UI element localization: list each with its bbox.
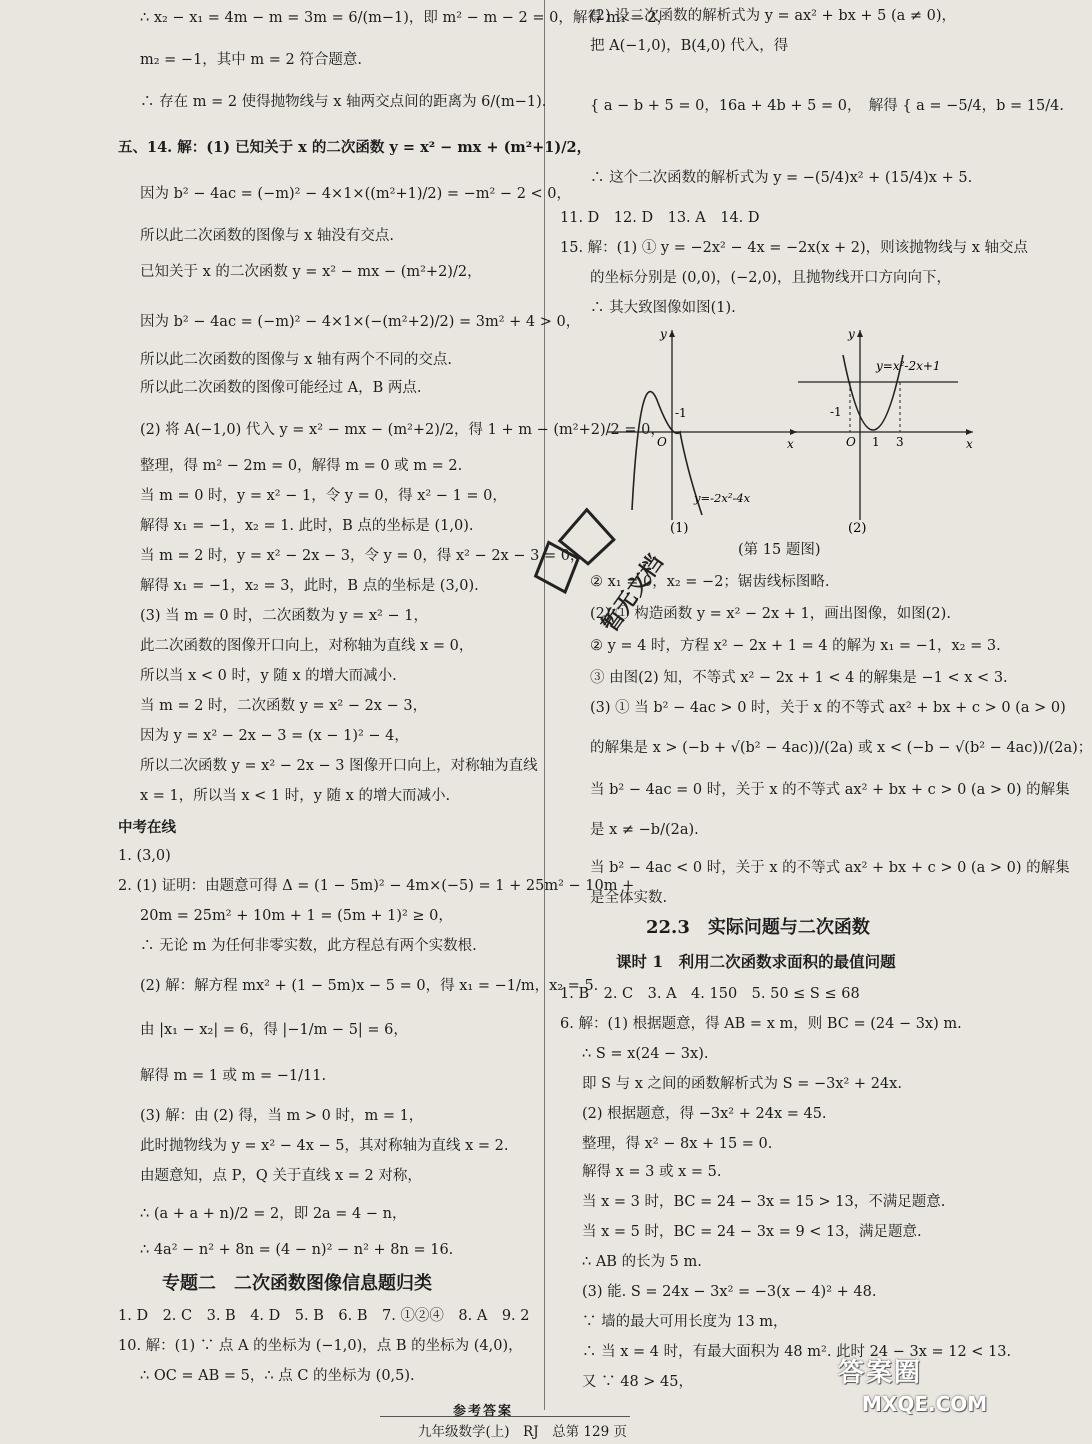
text-line: 所以二次函数 y = x² − 2x − 3 图像开口向上，对称轴为直线 xyxy=(140,758,538,774)
text-line: ∴ x₂ − x₁ = 4m − m = 3m = 6/(m−1)，即 m² − m − 2 = 0，解得 m₁ = 2， xyxy=(140,10,672,26)
text-line: 1. B 2. C 3. A 4. 150 5. 50 ≤ S ≤ 68 xyxy=(560,986,860,1002)
text-line: 的解集是 x > (−b + √(b² − 4ac))/(2a) 或 x < (−b − √(b² − 4ac))/(2a)； xyxy=(590,740,1092,756)
tick-label-minus-1: -1 xyxy=(830,405,842,419)
text-line: (3) 解：由 (2) 得，当 m > 0 时，m = 1， xyxy=(140,1108,424,1124)
text-line: ∴ 当 x = 4 时，有最大面积为 48 m². 此时 24 − 3x = 12 < 13. xyxy=(582,1344,1012,1360)
y-axis-label: y xyxy=(848,327,855,341)
x-axis-label: x xyxy=(787,437,794,451)
x-axis-label: x xyxy=(966,437,973,451)
text-line: ∴ S = x(24 − 3x). xyxy=(582,1046,709,1062)
question-14: 五、14. 解：(1) 已知关于 x 的二次函数 y = x² − mx + (m²+1)/2， xyxy=(118,139,592,156)
text-line: ∵ 墙的最大可用长度为 13 m， xyxy=(582,1314,788,1330)
text-line: x = 1，所以当 x < 1 时，y 随 x 的增大而减小. xyxy=(140,788,451,804)
text-line: 解得 x₁ = −1，x₂ = 1. 此时，B 点的坐标是 (1,0). xyxy=(140,518,474,534)
text-line: 当 x = 3 时，BC = 24 − 3x = 15 > 13，不满足题意. xyxy=(582,1194,946,1210)
text-line: 解得 m = 1 或 m = −1/11. xyxy=(140,1068,327,1084)
text-line: 2. (1) 证明：由题意可得 Δ = (1 − 5m)² − 4m×(−5) = 1 + 25m² − 10m + xyxy=(118,878,635,894)
section-title-22-3: 22.3 实际问题与二次函数 xyxy=(646,917,870,938)
text-line: { a − b + 5 = 0，16a + 4b + 5 = 0， 解得 { a = −5/4，b = 15/4. xyxy=(590,98,1064,114)
text-line: 又 ∵ 48 > 45， xyxy=(582,1374,693,1390)
graph-caption: (1) xyxy=(670,521,689,536)
tick-label-1: 1 xyxy=(872,435,880,449)
figure-caption: (第 15 题图) xyxy=(738,542,821,558)
text-line: ∴ 其大致图像如图(1). xyxy=(590,300,736,316)
stamp-logo xyxy=(510,480,680,650)
text-line: 因为 b² − 4ac = (−m)² − 4×1×((m²+1)/2) = −m² − 2 < 0， xyxy=(140,186,572,202)
text-line: 即 S 与 x 之间的函数解析式为 S = −3x² + 24x. xyxy=(582,1076,902,1092)
graph-caption: (2) xyxy=(848,521,867,536)
text-line: 当 b² − 4ac = 0 时，关于 x 的不等式 ax² + bx + c > 0 (a > 0) 的解集 xyxy=(590,782,1070,798)
stamp-shape xyxy=(524,534,590,601)
text-line: 此时抛物线为 y = x² − 4x − 5，其对称轴为直线 x = 2. xyxy=(140,1138,509,1154)
text-line: 是 x ≠ −b/(2a). xyxy=(590,822,699,838)
text-line: ③ 由图(2) 知，不等式 x² − 2x + 1 < 4 的解集是 −1 < x < 3. xyxy=(590,670,1008,686)
text-line: ② x₁ = 0，x₂ = −2；锯齿线标图略. xyxy=(590,574,830,590)
text-line: 20m = 25m² + 10m + 1 = (5m + 1)² ≥ 0， xyxy=(140,908,453,924)
origin-label: O xyxy=(657,435,667,449)
text-line: ∴ 这个二次函数的解析式为 y = −(5/4)x² + (15/4)x + 5. xyxy=(590,170,973,186)
text-line: 当 x = 5 时，BC = 24 − 3x = 9 < 13，满足题意. xyxy=(582,1224,922,1240)
x-axis-arrow xyxy=(966,429,973,435)
text-line: (2) ① 构造函数 y = x² − 2x + 1，画出图像，如图(2). xyxy=(590,606,951,622)
text-line: (2) 将 A(−1,0) 代入 y = x² − mx − (m²+2)/2，得 1 + m − (m²+2)/2 = 0， xyxy=(140,422,665,438)
text-line: ∴ 无论 m 为任何非零实数，此方程总有两个实数根. xyxy=(140,938,477,954)
text-line: 的坐标分别是 (0,0)，(−2,0)，且抛物线开口方向向下， xyxy=(590,270,952,286)
text-line: 因为 b² − 4ac = (−m)² − 4×1×(−(m²+2)/2) = 3m² + 4 > 0， xyxy=(140,314,581,330)
y-axis-arrow xyxy=(857,330,863,337)
section-title-zhuanti2: 专题二 二次函数图像信息题归类 xyxy=(162,1273,432,1294)
origin-label: O xyxy=(846,435,856,449)
text-line: 1. (3,0) xyxy=(118,848,171,864)
text-line: 所以此二次函数的图像可能经过 A，B 两点. xyxy=(140,380,422,396)
text-line: m₂ = −1，其中 m = 2 符合题意. xyxy=(140,52,362,68)
text-line: 10. 解：(1) ∵ 点 A 的坐标为 (−1,0)，点 B 的坐标为 (4,0)， xyxy=(118,1338,523,1354)
text-line: 整理，得 m² − 2m = 0，解得 m = 0 或 m = 2. xyxy=(140,458,463,474)
column-divider xyxy=(544,0,545,1410)
text-line: 当 m = 2 时，二次函数 y = x² − 2x − 3， xyxy=(140,698,428,714)
text-line: 所以此二次函数的图像与 x 轴有两个不同的交点. xyxy=(140,352,453,368)
text-line: (3) 能. S = 24x − 3x² = −3(x − 4)² + 48. xyxy=(582,1284,877,1300)
text-line: 1. D 2. C 3. B 4. D 5. B 6. B 7. ①②④ 8. A 9. 2 xyxy=(118,1308,530,1324)
watermark-logo: 答案圈 xyxy=(838,1358,923,1388)
text-line: ∴ OC = AB = 5，∴ 点 C 的坐标为 (0,5). xyxy=(140,1368,415,1384)
text-line: 当 b² − 4ac < 0 时，关于 x 的不等式 ax² + bx + c > 0 (a > 0) 的解集 xyxy=(590,860,1070,876)
text-line: 是全体实数. xyxy=(590,890,668,906)
curve-label: y=-2x²-4x xyxy=(694,491,751,505)
text-line: 当 m = 2 时，y = x² − 2x − 3，令 y = 0，得 x² − 2x − 3 = 0， xyxy=(140,548,585,564)
text-line: (2) 根据题意，得 −3x² + 24x = 45. xyxy=(582,1106,827,1122)
text-line: 当 m = 0 时，y = x² − 1，令 y = 0，得 x² − 1 = 0， xyxy=(140,488,507,504)
tick-label-3: 3 xyxy=(896,435,904,449)
text-line: (2) 解：解方程 mx² + (1 − 5m)x − 5 = 0，得 x₁ = −1/m，x₂ = 5. xyxy=(140,978,599,994)
text-line: ∴ (a + a + n)/2 = 2，即 2a = 4 − n， xyxy=(140,1206,407,1222)
text-line: ∴ 4a² − n² + 8n = (4 − n)² − n² + 8n = 16. xyxy=(140,1242,454,1258)
graph-2 xyxy=(788,320,978,535)
text-line: ∴ AB 的长为 5 m. xyxy=(582,1254,702,1270)
tick-label: -1 xyxy=(675,406,687,420)
lesson-title: 课时 1 利用二次函数求面积的最值问题 xyxy=(616,952,896,971)
text-line: 11. D 12. D 13. A 14. D xyxy=(560,210,760,226)
text-line: 6. 解：(1) 根据题意，得 AB = x m，则 BC = (24 − 3x) m. xyxy=(560,1016,962,1032)
text-line: 此二次函数的图像开口向上，对称轴为直线 x = 0， xyxy=(140,638,474,654)
text-line: (3) 当 m = 0 时，二次函数为 y = x² − 1， xyxy=(140,608,428,624)
text-line: (3) ① 当 b² − 4ac > 0 时，关于 x 的不等式 ax² + bx + c > 0 (a > 0) xyxy=(590,700,1066,716)
text-line: 把 A(−1,0)，B(4,0) 代入，得 xyxy=(590,38,789,54)
text-line: 解得 x₁ = −1，x₂ = 3，此时，B 点的坐标是 (3,0). xyxy=(140,578,479,594)
y-axis-label: y xyxy=(660,327,667,341)
text-line: ② y = 4 时，方程 x² − 2x + 1 = 4 的解为 x₁ = −1，x₂ = 3. xyxy=(590,638,1001,654)
text-line: 解得 x = 3 或 x = 5. xyxy=(582,1164,722,1180)
stamp-text: 暂无文档 xyxy=(597,550,669,638)
text-line: 15. 解：(1) ① y = −2x² − 4x = −2x(x + 2)，则该抛物线与 x 轴交点 xyxy=(560,240,1029,256)
section-zhongkao: 中考在线 xyxy=(118,819,176,836)
text-line: 整理，得 x² − 8x + 15 = 0. xyxy=(582,1136,773,1152)
text-line: 所以此二次函数的图像与 x 轴没有交点. xyxy=(140,228,395,244)
text-line: 由题意知，点 P，Q 关于直线 x = 2 对称， xyxy=(140,1168,422,1184)
text-line: 由 |x₁ − x₂| = 6，得 |−1/m − 5| = 6， xyxy=(140,1022,408,1038)
y-axis-arrow xyxy=(669,330,675,337)
text-line: 已知关于 x 的二次函数 y = x² − mx − (m²+2)/2， xyxy=(140,264,482,280)
text-line: (2) 设二次函数的解析式为 y = ax² + bx + 5 (a ≠ 0)， xyxy=(590,8,957,24)
curve-label: y=x²-2x+1 xyxy=(876,359,941,373)
text-line: 因为 y = x² − 2x − 3 = (x − 1)² − 4， xyxy=(140,728,409,744)
text-line: 所以当 x < 0 时，y 随 x 的增大而减小. xyxy=(140,668,397,684)
footer-page-info: 九年级数学(上) RJ 总第 129 页 xyxy=(418,1424,627,1440)
watermark-url: MXQE.COM xyxy=(862,1392,988,1416)
stamp-shape xyxy=(554,507,617,570)
text-line: ∴ 存在 m = 2 使得抛物线与 x 轴两交点间的距离为 6/(m−1). xyxy=(140,94,547,110)
footer-title: 参考答案 xyxy=(453,1404,514,1419)
